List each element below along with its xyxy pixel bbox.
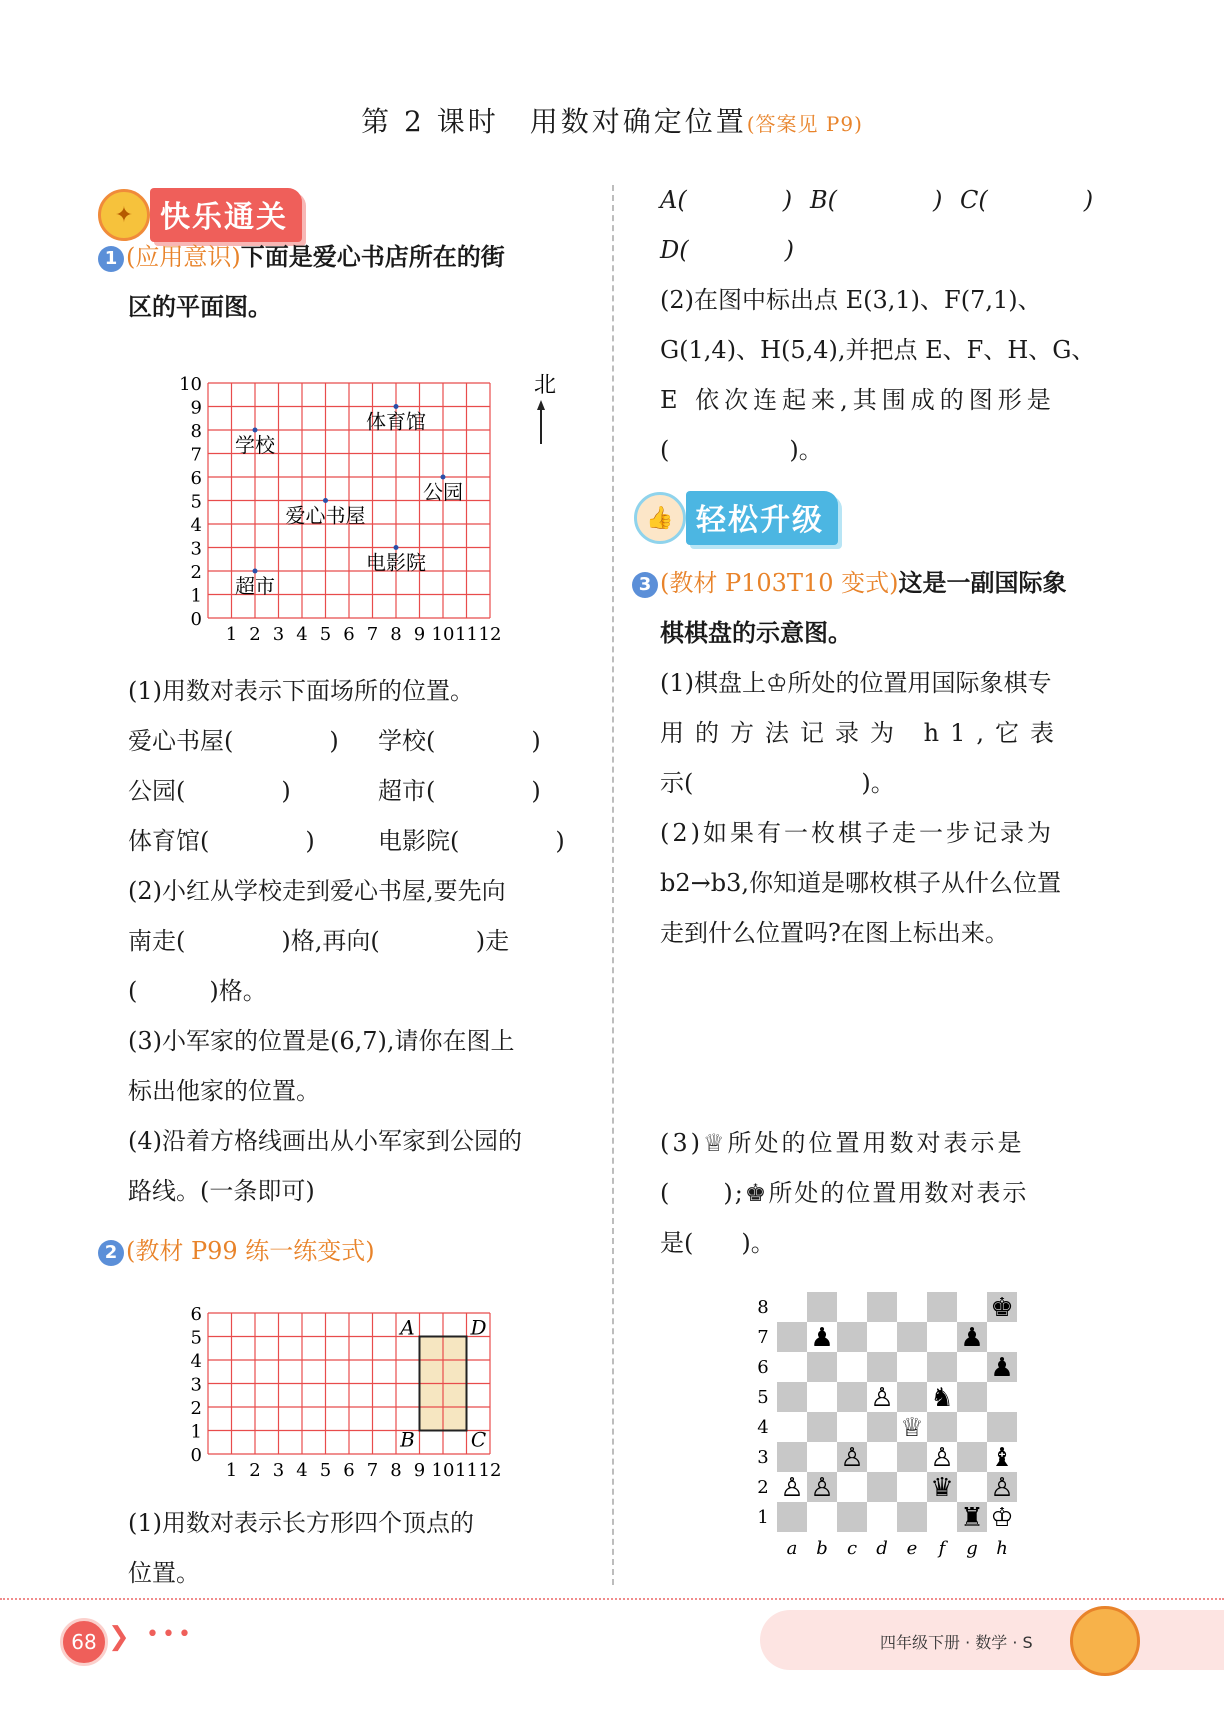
board-square — [777, 1292, 807, 1322]
file-label: b — [816, 1538, 828, 1559]
y-tick-label: 4 — [190, 515, 202, 536]
q1-stem-text: 下面是爱心书店所在的街 — [240, 242, 505, 271]
board-square — [777, 1442, 807, 1472]
q1-fill-gym[interactable]: 体育馆( ) — [128, 827, 315, 855]
street-map-grid — [150, 360, 560, 660]
place-label: 学校 — [235, 433, 275, 457]
board-square — [957, 1412, 987, 1442]
board-square — [987, 1382, 1017, 1412]
q1-stem-cont: 区的平面图。 — [128, 292, 272, 321]
x-tick-label: 7 — [366, 1460, 379, 1478]
x-tick-label: 7 — [366, 624, 379, 645]
q3-part3-line1: (3)♕所处的位置用数对表示是 — [660, 1129, 1025, 1157]
column-divider — [612, 185, 614, 1585]
y-tick-label: 4 — [190, 1351, 202, 1372]
chess-piece: ♝ — [990, 1443, 1014, 1473]
x-tick-label: 4 — [296, 624, 308, 645]
board-square — [987, 1412, 1017, 1442]
x-tick-label: 6 — [343, 1460, 355, 1478]
q2-stem — [98, 1226, 375, 1276]
x-tick-label: 8 — [390, 1460, 402, 1478]
y-tick-label: 1 — [190, 1421, 202, 1443]
board-square — [867, 1352, 897, 1382]
board-square — [807, 1412, 837, 1442]
chess-piece: ♟ — [810, 1323, 834, 1353]
place-point — [253, 569, 258, 574]
board-square — [867, 1472, 897, 1502]
board-square — [777, 1352, 807, 1382]
place-label: 爱心书屋 — [285, 503, 366, 528]
q1-fill-cinema[interactable]: 电影院( ) — [378, 827, 565, 855]
q1-part2-line3[interactable]: ( )格。 — [128, 977, 267, 1005]
chess-piece: ♙ — [810, 1473, 834, 1503]
north-arrowhead — [537, 400, 545, 410]
page-title — [0, 100, 1224, 140]
page-number: 68 — [60, 1618, 108, 1666]
y-tick-label: 10 — [179, 374, 202, 395]
place-label: 超市 — [235, 574, 275, 598]
y-tick-label: 7 — [190, 444, 202, 466]
file-label: c — [846, 1538, 858, 1559]
board-square — [807, 1292, 837, 1322]
chess-piece: ♕ — [900, 1413, 924, 1443]
q1-fill-supermarket[interactable]: 超市( ) — [378, 777, 541, 805]
board-square — [837, 1412, 867, 1442]
q1-part3-line1: (3)小军家的位置是(6,7),请你在图上 — [128, 1027, 515, 1055]
x-tick-label: 10 — [431, 624, 455, 645]
board-square — [957, 1442, 987, 1472]
vertex-label: B — [400, 1427, 415, 1452]
q3-part2-line2: b2→b3,你知道是哪枚棋子从什么位置 — [660, 869, 1062, 897]
x-tick-label: 12 — [478, 1460, 502, 1478]
vertex-label: A — [400, 1315, 415, 1340]
q2-part1-line1: (1)用数对表示长方形四个顶点的 — [128, 1509, 474, 1537]
board-square — [837, 1382, 867, 1412]
q2-fill-d[interactable]: D( ) — [660, 236, 794, 264]
x-tick-label: 1 — [225, 1460, 238, 1478]
file-label: a — [786, 1538, 798, 1559]
chess-piece: ♙ — [990, 1473, 1014, 1503]
rank-label: 5 — [757, 1387, 769, 1408]
q1-fill-row-1 — [128, 716, 541, 766]
board-square — [927, 1412, 957, 1442]
rank-label: 4 — [757, 1417, 769, 1438]
x-tick-label: 9 — [413, 624, 426, 645]
file-label: g — [966, 1538, 978, 1559]
board-square — [837, 1502, 867, 1532]
board-square — [837, 1352, 867, 1382]
file-label: d — [876, 1538, 888, 1559]
q3-tag: (教材 P103T10 变式) — [660, 569, 899, 597]
board-square — [777, 1412, 807, 1442]
q3-part2-line3: 走到什么位置吗?在图上标出来。 — [660, 919, 1009, 947]
board-square — [897, 1472, 927, 1502]
y-tick-label: 6 — [190, 468, 202, 489]
q3-stem-cont: 棋棋盘的示意图。 — [660, 618, 852, 647]
vertex-label: C — [470, 1427, 487, 1452]
file-label: f — [938, 1538, 946, 1559]
y-tick-label: 3 — [190, 538, 202, 560]
q1-part4-line1: (4)沿着方格线画出从小军家到公园的 — [128, 1127, 522, 1155]
board-square — [777, 1382, 807, 1412]
thumbs-up-icon: 👍 — [634, 492, 686, 544]
x-tick-label: 10 — [431, 1460, 455, 1478]
q1-tag: (应用意识) — [126, 243, 241, 271]
q3-number: 3 — [632, 572, 658, 598]
rank-label: 1 — [757, 1507, 769, 1528]
board-square — [927, 1352, 957, 1382]
section-title-upgrade: 轻松升级 — [686, 491, 838, 545]
q3-stem — [632, 558, 1067, 608]
chess-piece: ♞ — [930, 1383, 954, 1413]
y-tick-label: 1 — [190, 585, 202, 607]
x-tick-label: 3 — [272, 1460, 285, 1478]
x-tick-label: 11 — [455, 1460, 478, 1478]
x-tick-label: 3 — [272, 624, 285, 645]
q1-fill-school[interactable]: 学校( ) — [378, 727, 541, 755]
board-square — [897, 1352, 927, 1382]
rank-label: 3 — [757, 1447, 769, 1468]
q2-fill-a[interactable]: A( ) — [660, 186, 793, 214]
q1-part4-line2: 路线。(一条即可) — [128, 1177, 315, 1205]
y-tick-label: 5 — [190, 491, 202, 513]
board-square — [837, 1322, 867, 1352]
answer-reference: (答案见 P9) — [746, 112, 863, 136]
place-point — [394, 404, 399, 409]
x-tick-label: 4 — [296, 1460, 308, 1478]
chevron-right-icon: ❯ — [108, 1622, 130, 1652]
lesson-title: 第 2 课时 用数对确定位置 — [361, 105, 747, 138]
x-tick-label: 9 — [413, 1460, 426, 1478]
y-tick-label: 0 — [190, 609, 202, 630]
board-square — [867, 1442, 897, 1472]
board-square — [897, 1502, 927, 1532]
chess-piece: ♚ — [990, 1293, 1014, 1323]
q2-number: 2 — [98, 1240, 124, 1266]
place-point — [253, 428, 258, 433]
q1-fill-bookstore[interactable]: 爱心书屋( ) — [128, 727, 339, 755]
board-square — [987, 1322, 1017, 1352]
chess-piece: ♙ — [870, 1383, 894, 1413]
board-square — [807, 1502, 837, 1532]
q1-part1: (1)用数对表示下面场所的位置。 — [128, 677, 474, 705]
place-point — [394, 545, 399, 550]
x-tick-label: 11 — [455, 624, 478, 645]
q2-tag: (教材 P99 练一练变式) — [126, 1237, 375, 1265]
board-square — [867, 1502, 897, 1532]
q3-part3-line2[interactable]: ( );♚所处的位置用数对表示 — [660, 1179, 1029, 1207]
file-label: h — [996, 1538, 1008, 1559]
q1-fill-park[interactable]: 公园( ) — [128, 777, 291, 805]
q3-part2-line1: (2)如果有一枚棋子走一步记录为 — [660, 819, 1054, 847]
tiger-mascot-icon — [1070, 1606, 1140, 1676]
dots-icon: ••• — [146, 1622, 194, 1647]
board-square — [867, 1322, 897, 1352]
board-square — [957, 1352, 987, 1382]
place-label: 公园 — [423, 480, 463, 504]
q2-part1-line2: 位置。 — [128, 1559, 200, 1587]
q1-part2-line1: (2)小红从学校走到爱心书屋,要先向 — [128, 877, 506, 905]
board-square — [957, 1472, 987, 1502]
place-label: 电影院 — [366, 550, 426, 575]
rank-label: 2 — [757, 1477, 769, 1498]
q2-part2-line2: G(1,4)、H(5,4),并把点 E、F、H、G、 — [660, 336, 1096, 364]
board-square — [807, 1382, 837, 1412]
chess-piece: ♔ — [990, 1503, 1014, 1533]
chess-piece: ♟ — [960, 1323, 984, 1353]
q3-part1-line3[interactable]: 示( )。 — [660, 769, 895, 797]
q1-fill-row-2 — [128, 766, 541, 816]
chess-piece: ♛ — [930, 1473, 954, 1503]
y-tick-label: 9 — [190, 397, 202, 419]
x-tick-label: 6 — [343, 624, 355, 645]
footer-book-label: 四年级下册 · 数学 · S — [880, 1633, 1033, 1652]
q1-part3-line2: 标出他家的位置。 — [128, 1077, 320, 1105]
y-tick-label: 8 — [190, 421, 202, 442]
q1-fill-row-3 — [128, 816, 565, 866]
board-square — [837, 1472, 867, 1502]
place-point — [441, 475, 446, 480]
q2-part2-line3: E 依次连起来,其围成的图形是 — [660, 386, 1056, 414]
x-tick-label: 8 — [390, 624, 402, 645]
q3-stem-text: 这是一副国际象 — [898, 568, 1067, 597]
chess-piece: ♟ — [990, 1353, 1014, 1383]
x-tick-label: 2 — [249, 624, 261, 645]
q2-fill-row-1 — [660, 175, 1093, 225]
q2-fill-b[interactable]: B( ) — [810, 186, 943, 214]
rank-label: 7 — [757, 1327, 769, 1348]
north-label: 北 — [534, 373, 557, 398]
lightbulb-icon: ✦ — [98, 189, 150, 241]
q2-fill-c[interactable]: C( ) — [960, 186, 1094, 214]
x-tick-label: 1 — [225, 624, 238, 645]
vertex-label: D — [470, 1315, 487, 1340]
q2-part2-line1: (2)在图中标出点 E(3,1)、F(7,1)、 — [660, 286, 1042, 314]
x-tick-label: 5 — [319, 1460, 332, 1478]
board-square — [807, 1442, 837, 1472]
board-square — [777, 1502, 807, 1532]
y-tick-label: 3 — [190, 1374, 202, 1396]
y-tick-label: 0 — [190, 1445, 202, 1466]
board-square — [897, 1292, 927, 1322]
board-square — [897, 1382, 927, 1412]
q1-stem — [98, 232, 505, 282]
board-square — [867, 1292, 897, 1322]
x-tick-label: 2 — [249, 1460, 261, 1478]
rectangle-grid — [180, 1288, 550, 1478]
chess-board — [745, 1280, 1045, 1580]
place-label: 体育馆 — [366, 409, 426, 434]
board-square — [867, 1412, 897, 1442]
rank-label: 8 — [757, 1297, 769, 1318]
section-title-happy: 快乐通关 — [150, 188, 302, 242]
board-square — [927, 1502, 957, 1532]
board-square — [777, 1322, 807, 1352]
board-square — [897, 1442, 927, 1472]
y-tick-label: 2 — [190, 1398, 202, 1419]
board-square — [837, 1292, 867, 1322]
board-square — [927, 1292, 957, 1322]
x-tick-label: 5 — [319, 624, 332, 645]
chess-piece: ♜ — [960, 1503, 984, 1533]
footer-divider — [0, 1598, 1224, 1600]
q3-part3-line3[interactable]: 是( )。 — [660, 1229, 775, 1257]
board-square — [927, 1322, 957, 1352]
q1-number: 1 — [98, 246, 124, 272]
board-square — [957, 1382, 987, 1412]
x-tick-label: 12 — [478, 624, 502, 645]
board-square — [807, 1352, 837, 1382]
y-tick-label: 2 — [190, 562, 202, 583]
chess-piece: ♙ — [780, 1473, 804, 1503]
section-banner-upgrade — [634, 493, 838, 543]
y-tick-label: 5 — [190, 1327, 202, 1349]
q2-part2-line4[interactable]: ( )。 — [660, 436, 823, 464]
y-tick-label: 6 — [190, 1304, 202, 1325]
q3-part1-line1: (1)棋盘上♔所处的位置用国际象棋专 — [660, 669, 1052, 697]
q3-part1-line2: 用的方法记录为 h1,它表 — [660, 719, 1065, 747]
chess-piece: ♙ — [930, 1443, 954, 1473]
board-square — [897, 1322, 927, 1352]
q1-part2-line2[interactable]: 南走( )格,再向( )走 — [128, 927, 510, 955]
file-label: e — [906, 1538, 918, 1559]
chess-piece: ♙ — [840, 1443, 864, 1473]
board-square — [957, 1292, 987, 1322]
place-point — [323, 498, 328, 503]
rank-label: 6 — [757, 1357, 769, 1378]
